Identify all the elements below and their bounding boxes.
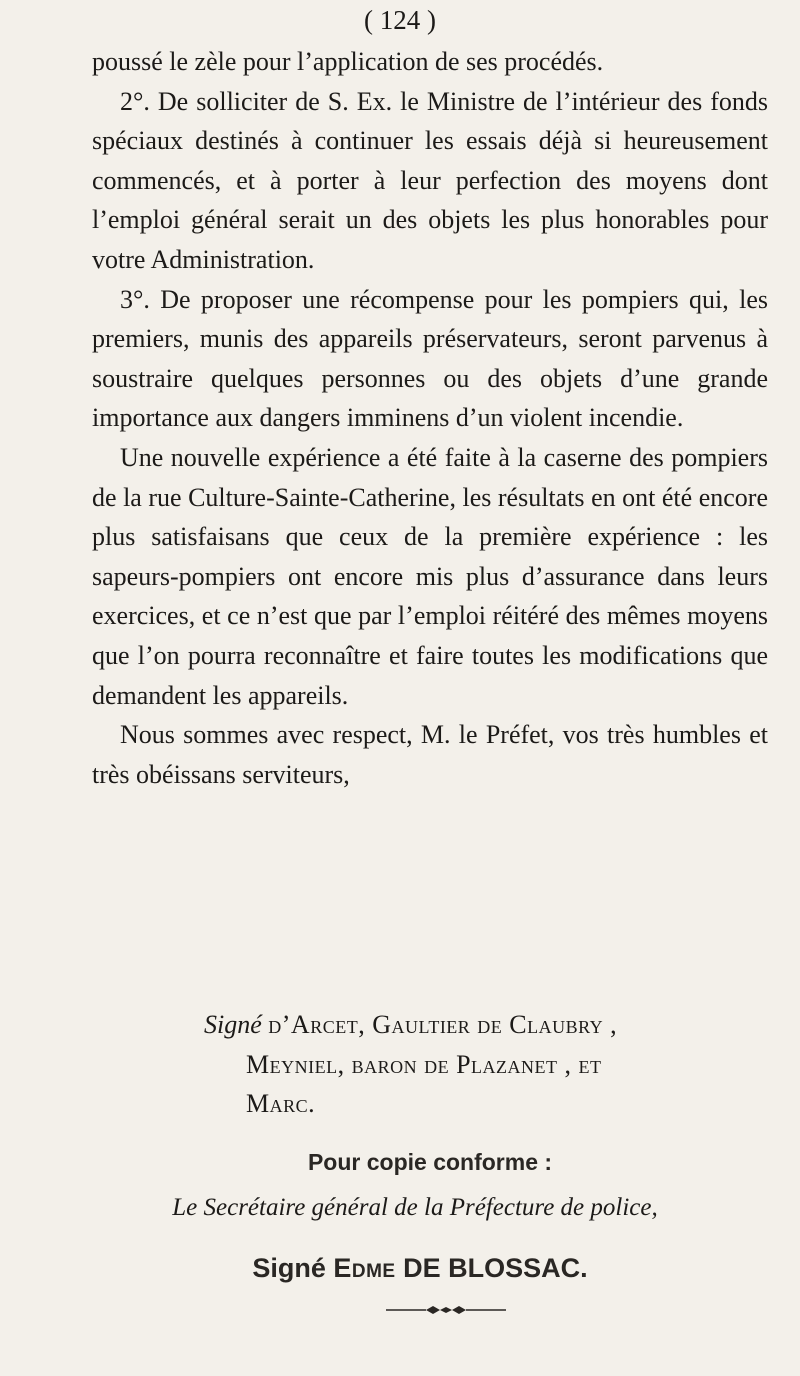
final-signature (0, 1248, 800, 1288)
signature-line-1 (92, 1005, 768, 1045)
paragraph-4: Une nouvelle expérience a été faite à la caserne des pompiers de la rue Culture-Sainte-Catherine, les résultats en ont été encore plus satisfaisans que ceux de la première expérience : les sapeurs-pompiers ont encore mis plus d’assurance dans leurs exercices, et ce n’est que par l’emploi réitéré des mêmes moyens que l’on pourra reconnaître et faire toutes les modifications que demandent les appareils. (92, 442, 768, 710)
final-first-name: Edme (333, 1253, 396, 1283)
signature-line-3: Marc. (246, 1089, 316, 1119)
signatories-1: d’Arcet, Gaultier de Claubry , (268, 1010, 618, 1039)
final-surname: DE BLOSSAC. (403, 1253, 588, 1283)
paragraph-3: 3°. De proposer une récompense pour les pompiers qui, les premiers, munis des appareils préservateurs, seront parvenus à soustraire quelques personnes ou des objets d’une grande importance aux dangers imminens d’un violent incendie. (92, 284, 768, 433)
secretaire-title: Le Secrétaire général de la Préfecture de police, (172, 1194, 658, 1221)
ornament-divider-icon (386, 1304, 506, 1316)
signature-line-2: Meyniel, baron de Plazanet , et (246, 1049, 602, 1079)
paragraph-2: 2°. De solliciter de S. Ex. le Ministre de l’intérieur des fonds spéciaux destinés à continuer les essais déjà si heureusement commencés, et à porter à leur perfection des moyens dont l’emploi général serait un des objets les plus honorables pour votre Administration. (92, 86, 768, 274)
copie-conforme-label: Pour copie conforme : (307, 1149, 553, 1175)
signe-word: Signé (204, 1010, 262, 1039)
body-text (92, 42, 768, 794)
final-signe-word: Signé (252, 1253, 326, 1283)
signature-block (92, 1005, 768, 1124)
paragraph-5: Nous sommes avec respect, M. le Préfet, vos très humbles et très obéissans serviteurs, (92, 720, 768, 789)
page-number: ( 124 ) (364, 5, 436, 35)
paragraph-1: poussé le zèle pour l’application de ses procédés. (92, 47, 604, 76)
